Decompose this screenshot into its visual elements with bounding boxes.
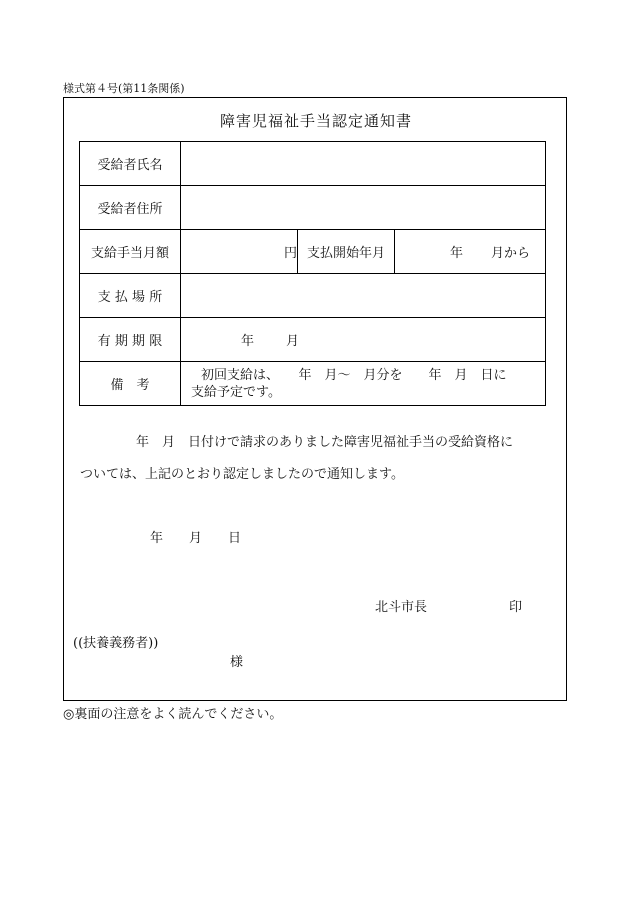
validity-year: 年: [241, 334, 255, 349]
seal-mark: 印: [509, 600, 523, 615]
notice-frame: [63, 97, 567, 701]
payment-start-year: 年: [450, 246, 464, 261]
recipient-name-field[interactable]: [181, 142, 546, 186]
remarks-label: 備 考: [80, 362, 181, 406]
row-remarks: [80, 362, 546, 406]
payment-start-field[interactable]: [395, 230, 546, 274]
payment-start-month: 月から: [491, 246, 531, 261]
validity-field[interactable]: [181, 318, 546, 362]
validity-label: 有 期 期 限: [80, 318, 181, 362]
mayor-title: 北斗市長: [375, 600, 428, 615]
payment-place-field[interactable]: [181, 274, 546, 318]
row-recipient-name: [80, 142, 546, 186]
issue-date: 年 月 日: [150, 531, 242, 546]
form-number-label: 様式第４号(第11条関係): [63, 82, 185, 95]
remarks-field: [181, 362, 546, 406]
guardian-label: ((扶養義務者)): [73, 636, 159, 651]
recipient-address-label: 受給者住所: [80, 186, 181, 230]
row-monthly-amount: [80, 230, 546, 274]
validity-month: 月: [286, 334, 300, 349]
notice-body-line-2: ついては、上記のとおり認定しましたので通知します。: [80, 467, 404, 482]
remarks-line-1: 初回支給は、 年 月～ 月分を 年 月 日に: [201, 367, 507, 383]
recipient-address-field[interactable]: [181, 186, 546, 230]
remarks-line-2: 支給予定です。: [191, 384, 281, 400]
row-validity: [80, 318, 546, 362]
monthly-amount-label: 支給手当月額: [80, 230, 181, 274]
payment-place-label: 支 払 場 所: [80, 274, 181, 318]
yen-unit: 円: [283, 246, 297, 261]
notice-body-line-1: 年 月 日付けで請求のありました障害児福祉手当の受給資格に: [136, 435, 514, 450]
footer-note: ◎裏面の注意をよく読んでください。: [63, 707, 283, 722]
monthly-amount-field[interactable]: [181, 230, 298, 274]
recipient-name-label: 受給者氏名: [80, 142, 181, 186]
info-table: [79, 141, 546, 406]
honorific-sama: 様: [230, 655, 244, 670]
notice-body: [64, 427, 568, 491]
row-payment-place: [80, 274, 546, 318]
document-title: 障害児福祉手当認定通知書: [219, 112, 412, 130]
row-recipient-address: [80, 186, 546, 230]
payment-start-label: 支払開始年月: [298, 230, 395, 274]
